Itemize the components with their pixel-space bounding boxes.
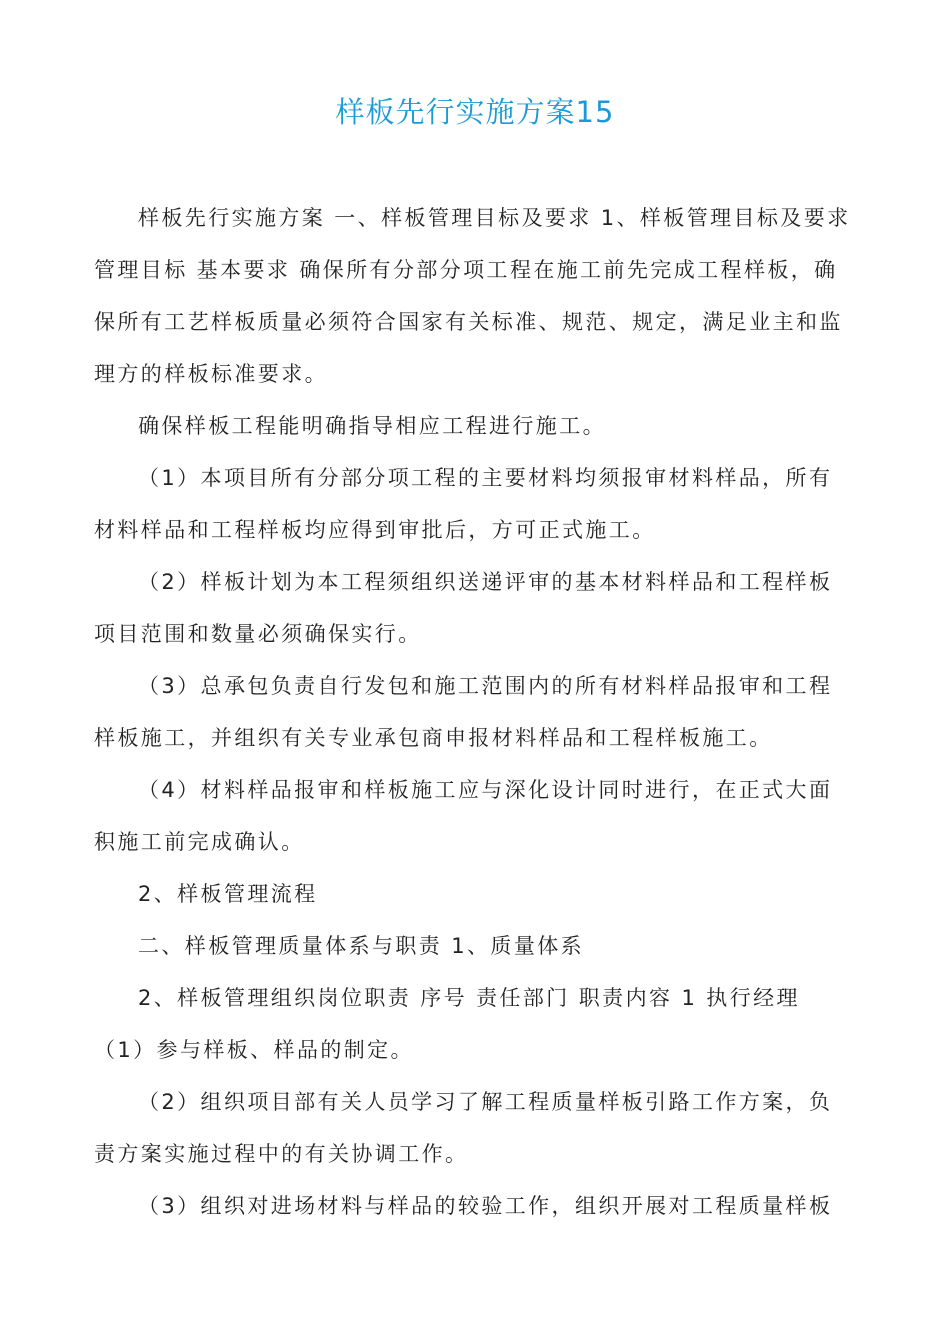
- document-title: 样板先行实施方案15: [335, 95, 615, 129]
- paragraph-item-4: （4）材料样品报审和样板施工应与深化设计同时进行，在正式大面积施工前完成确认。: [94, 778, 833, 854]
- paragraph-duty-3: （3）组织对进场材料与样品的较验工作，组织开展对工程质量样板: [138, 1194, 833, 1218]
- paragraph-item-1: （1）本项目所有分部分项工程的主要材料均须报审材料样品，所有材料样品和工程样板均应得到审批后，方可正式施工。: [94, 466, 833, 542]
- paragraph-section-quality: 二、样板管理质量体系与职责 1、质量体系: [138, 934, 585, 958]
- paragraph-guidance: 确保样板工程能明确指导相应工程进行施工。: [138, 414, 606, 438]
- paragraph-section-duties: 2、样板管理组织岗位职责 序号 责任部门 职责内容 1 执行经理: [138, 986, 800, 1010]
- paragraph-intro: 样板先行实施方案 一、样板管理目标及要求 1、样板管理目标及要求 管理目标 基本要求 确保所有分部分项工程在施工前先完成工程样板，确保所有工艺样板质量必须符合国家有关标准、规范、规定，满足业主和监理方的样板标准要求。: [94, 206, 851, 386]
- paragraph-item-3: （3）总承包负责自行发包和施工范围内的所有材料样品报审和工程样板施工，并组织有关专业承包商申报材料样品和工程样板施工。: [94, 674, 833, 750]
- paragraph-section-process: 2、样板管理流程: [138, 882, 318, 906]
- paragraph-duty-1: （1）参与样板、样品的制定。: [94, 1038, 414, 1062]
- paragraph-duty-2: （2）组织项目部有关人员学习了解工程质量样板引路工作方案，负责方案实施过程中的有关协调工作。: [94, 1090, 833, 1166]
- paragraph-item-2: （2）样板计划为本工程须组织送递评审的基本材料样品和工程样板项目范围和数量必须确保实行。: [94, 570, 833, 646]
